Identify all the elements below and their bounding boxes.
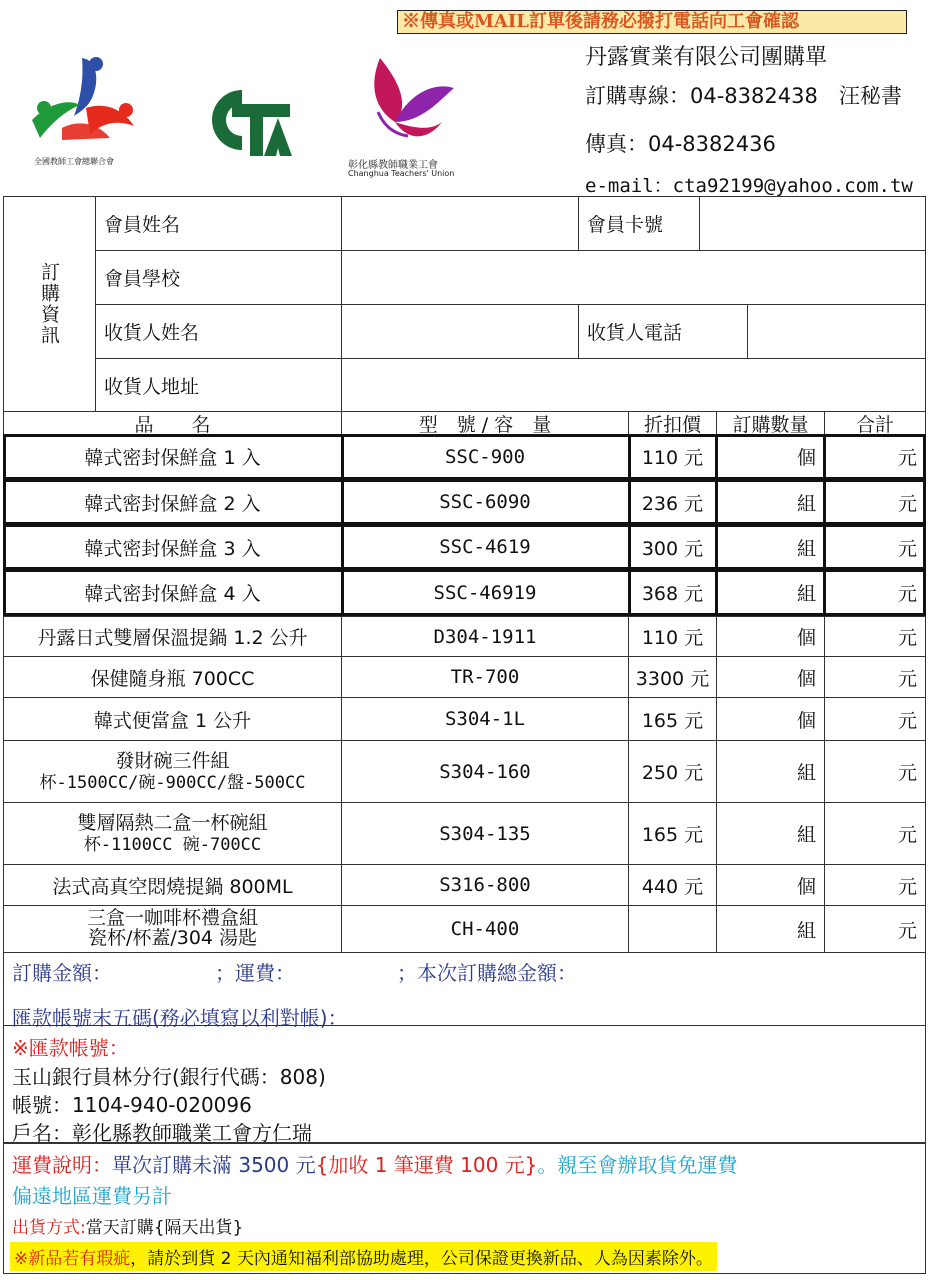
product-name-line2: 杯-1500CC/碗-900CC/盤-500CC	[39, 772, 306, 793]
receiver-address-field[interactable]	[341, 358, 926, 412]
product-name	[3, 905, 342, 953]
quantity-field[interactable]: 個	[716, 434, 825, 479]
product-model: SSC-6090	[341, 480, 629, 524]
total-field[interactable]: 元	[824, 740, 926, 803]
quantity-field[interactable]: 組	[716, 525, 825, 569]
shipping-note-pickup: 。親至會辦取貨免運費	[537, 1153, 738, 1177]
federation-caption: 全國教師工會總聯合會	[34, 157, 114, 166]
product-price: 110 元	[628, 616, 717, 657]
product-price	[628, 905, 717, 953]
member-school-label: 會員學校	[95, 250, 342, 305]
member-card-field[interactable]	[699, 196, 926, 251]
product-model: SSC-46919	[341, 570, 629, 615]
quantity-field[interactable]: 個	[716, 864, 825, 906]
total-field[interactable]: 元	[824, 802, 926, 865]
order-info-side-label: 訂購資訊	[3, 196, 96, 412]
shipping-note-text: 單次訂購未滿 3500 元	[112, 1153, 316, 1177]
shipping-note-label: 運費說明：	[12, 1153, 112, 1177]
receiver-phone-field[interactable]	[747, 304, 926, 359]
order-amount-label: 訂購金額：	[12, 961, 112, 985]
total-field[interactable]: 元	[824, 616, 926, 657]
product-name: 丹露日式雙層保溫提鍋 1.2 公升	[3, 616, 342, 657]
federation-logo	[22, 50, 146, 170]
product-price: 236 元	[628, 480, 717, 524]
quantity-field[interactable]: 組	[716, 740, 825, 803]
product-name: 韓式便當盒 1 公升	[3, 697, 342, 741]
defect-note	[10, 1242, 717, 1271]
federation-emblem-icon	[22, 50, 146, 150]
cta-logo	[192, 78, 302, 164]
product-name-line2: 瓷杯/杯蓋/304 湯匙	[87, 927, 258, 949]
product-name: 韓式密封保鮮盒 2 入	[3, 480, 342, 524]
quantity-field[interactable]: 組	[716, 570, 825, 615]
total-field[interactable]: 元	[824, 480, 926, 524]
shipping-fee-label: ；運費：	[215, 961, 295, 985]
remote-area-note: 偏遠地區運費另計	[12, 1184, 172, 1208]
account-holder: 戶名：彰化縣教師職業工會方仁瑞	[12, 1121, 312, 1145]
product-price: 440 元	[628, 864, 717, 906]
product-price: 165 元	[628, 697, 717, 741]
receiver-name-field[interactable]	[341, 304, 579, 359]
union-caption-zh: 彰化縣教師職業工會	[348, 160, 438, 171]
account-last5-label: 匯款帳號末五碼(務必填寫以利對帳)：	[12, 1006, 348, 1030]
total-field[interactable]: 元	[824, 697, 926, 741]
header-product-name: 品 名	[3, 411, 342, 435]
header-quantity: 訂購數量	[716, 411, 825, 435]
defect-note-lead: ※新品若有瑕疵	[14, 1249, 131, 1269]
order-form-title: 丹露實業有限公司團購單	[585, 45, 828, 70]
product-name: 韓式密封保鮮盒 4 入	[3, 570, 342, 615]
product-name: 保健隨身瓶 700CC	[3, 656, 342, 698]
product-price: 300 元	[628, 525, 717, 569]
product-price: 165 元	[628, 802, 717, 865]
quantity-field[interactable]: 組	[716, 905, 825, 953]
order-hotline: 訂購專線：04-8382438 汪秘書	[585, 84, 902, 108]
union-logo	[340, 52, 470, 182]
product-price: 368 元	[628, 570, 717, 615]
total-field[interactable]: 元	[824, 434, 926, 479]
product-model: D304-1911	[341, 616, 629, 657]
cta-logo-icon	[192, 78, 302, 164]
header-price: 折扣價	[628, 411, 717, 435]
fax-number: 傳真：04-8382436	[585, 132, 776, 156]
account-number: 帳號：1104-940-020096	[12, 1093, 252, 1117]
shipping-note	[12, 1149, 737, 1178]
product-name: 韓式密封保鮮盒 3 入	[3, 525, 342, 569]
product-model: S304-1L	[341, 697, 629, 741]
product-model: S304-135	[341, 802, 629, 865]
shipping-note-fee: {加收 1 筆運費 100 元}	[315, 1153, 538, 1177]
product-model: S304-160	[341, 740, 629, 803]
quantity-field[interactable]: 個	[716, 697, 825, 741]
quantity-field[interactable]: 個	[716, 616, 825, 657]
total-field[interactable]: 元	[824, 905, 926, 953]
total-field[interactable]: 元	[824, 656, 926, 698]
confirm-call-notice: ※傳真或MAIL訂單後請務必撥打電話向工會確認	[397, 10, 907, 34]
defect-note-text: ，請於到貨 2 天內通知福利部協助處理，公司保證更換新品、人為因素除外。	[130, 1249, 713, 1269]
product-model: SSC-4619	[341, 525, 629, 569]
member-card-label: 會員卡號	[578, 196, 700, 251]
product-price: 110 元	[628, 434, 717, 479]
quantity-field[interactable]: 組	[716, 802, 825, 865]
product-name	[3, 740, 342, 803]
product-model: S316-800	[341, 864, 629, 906]
product-model: CH-400	[341, 905, 629, 953]
bank-name: 玉山銀行員林分行(銀行代碼：808)	[12, 1065, 326, 1089]
email-address: e-mail：cta92199@yahoo.com.tw	[585, 175, 913, 197]
member-school-field[interactable]	[341, 250, 926, 305]
product-name-line1: 三盒一咖啡杯禮盒組	[86, 907, 258, 930]
delivery-note-label: 出貨方式:	[12, 1218, 86, 1238]
product-name: 法式高真空悶燒提鍋 800ML	[3, 864, 342, 906]
quantity-field[interactable]: 組	[716, 480, 825, 524]
account-heading: ※匯款帳號：	[12, 1036, 129, 1060]
product-price: 3300 元	[628, 656, 717, 698]
product-name-line1: 雙層隔熱二盒一杯碗組	[77, 811, 268, 834]
member-name-label: 會員姓名	[95, 196, 342, 251]
product-model: SSC-900	[341, 434, 629, 479]
receiver-name-label: 收貨人姓名	[95, 304, 342, 359]
delivery-note	[12, 1213, 243, 1238]
union-butterfly-icon	[350, 52, 460, 152]
product-name	[3, 802, 342, 865]
union-caption-en: Changhua Teachers' Union	[348, 169, 455, 178]
total-field[interactable]: 元	[824, 570, 926, 615]
grand-total-label: ；本次訂購總金額：	[397, 961, 577, 985]
delivery-note-text: 當天訂購{隔天出貨}	[85, 1218, 244, 1238]
member-name-field[interactable]	[341, 196, 579, 251]
receiver-address-label: 收貨人地址	[95, 358, 342, 412]
receiver-phone-label: 收貨人電話	[578, 304, 748, 359]
header-total: 合計	[824, 411, 926, 435]
product-name-line1: 發財碗三件組	[115, 749, 230, 772]
product-name: 韓式密封保鮮盒 1 入	[3, 434, 342, 479]
header-model: 型 號 / 容 量	[341, 411, 629, 435]
quantity-field[interactable]: 個	[716, 656, 825, 698]
total-field[interactable]: 元	[824, 864, 926, 906]
product-model: TR-700	[341, 656, 629, 698]
total-field[interactable]: 元	[824, 525, 926, 569]
product-name-line2: 杯-1100CC 碗-700CC	[83, 834, 262, 855]
product-price: 250 元	[628, 740, 717, 803]
